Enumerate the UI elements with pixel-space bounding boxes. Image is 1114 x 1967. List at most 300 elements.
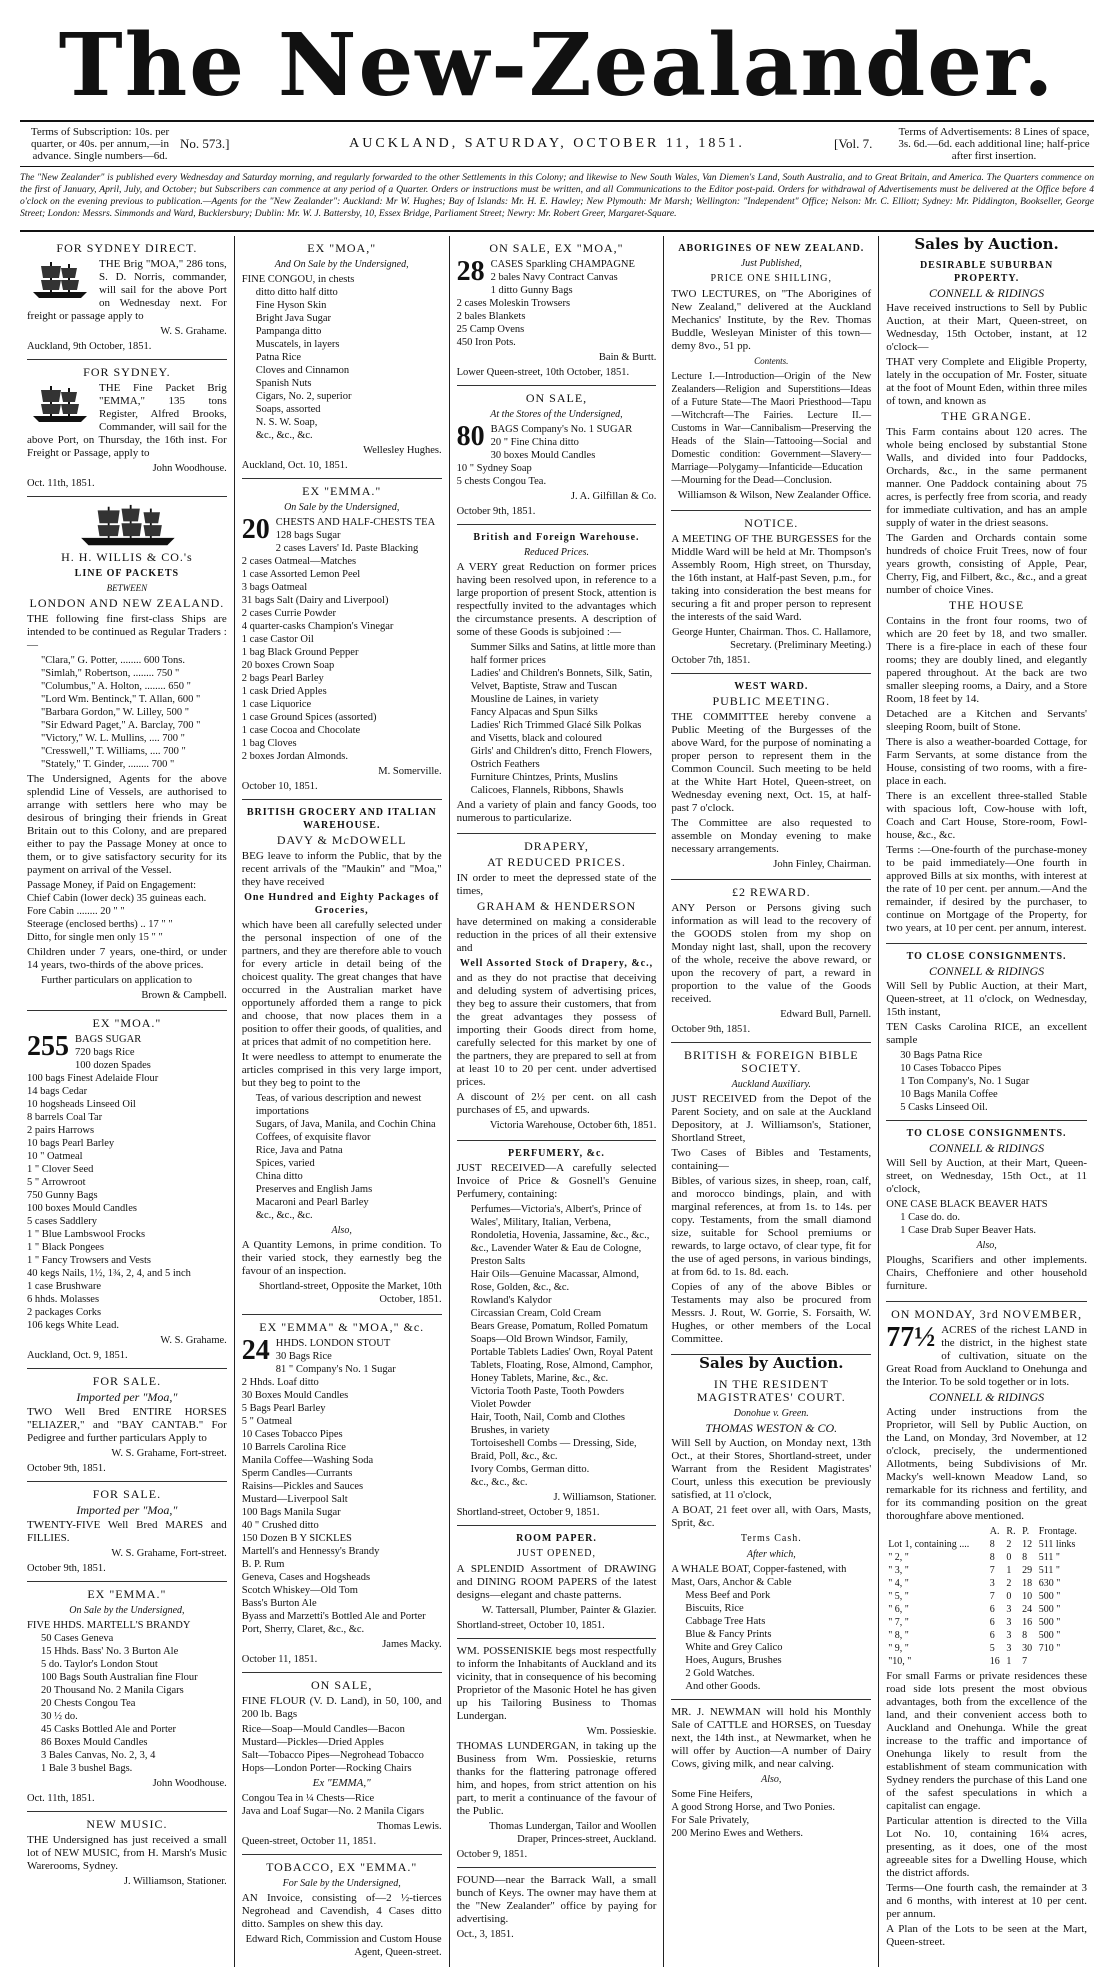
item: 750 Gunny Bags bbox=[27, 1190, 98, 1201]
ad-quantity: 80 bbox=[456, 421, 485, 452]
ad-body: which have been all carefully selected under the personal inspection of one of the partners, and they are therefore able to vouch for every article in detail being of the choicest quality. The great changes that have occurred in the Australian market have opportunely afforded them a range to pick and choose, that now places them in a position to offer their goods, of qualities, and at prices that admit of no competition here. bbox=[241, 919, 442, 1048]
ad-heading: NOTICE. bbox=[744, 516, 799, 530]
item: 20 Thousand No. 2 Manila Cigars bbox=[41, 1685, 184, 1696]
item: 6 hhds. Molasses bbox=[27, 1294, 100, 1305]
item: 86 Boxes Mould Candles bbox=[41, 1737, 148, 1748]
ad-body: This Farm contains about 120 acres. The whole being enclosed by substantial Stone Walls, and divided into four Paddocks, Orchards, &c., in the same permanent manner. One Paddock containing about 75 acres, is perfectly free from scoria, and ready for immediate cultivation, and has an ample supply of water in the driest seasons. bbox=[886, 426, 1087, 529]
ad-body: Will Sell by Auction, on Monday next, 13th Oct., at their Stores, Shortland-street, under Warrant from the Resident Magistrates' Court, unless this execution be previously satisfied, at 11 o'clock, bbox=[671, 1437, 872, 1501]
item: Coffees, of exquisite flavor bbox=[255, 1132, 371, 1143]
ad-drapery bbox=[457, 834, 657, 1141]
item: 720 bags Rice bbox=[75, 1047, 135, 1058]
item: Sugars, of Java, Manila, and Cochin China bbox=[255, 1119, 436, 1130]
cell: 511 " bbox=[1038, 1565, 1061, 1576]
ad-notice-burgesses bbox=[671, 511, 871, 674]
item: 2 cases Moleskin Trowsers bbox=[456, 298, 571, 309]
ad-suburban-property bbox=[886, 253, 1087, 944]
ad-reward bbox=[671, 880, 871, 1043]
ad-after: After which, bbox=[746, 1549, 796, 1560]
table-header-row bbox=[886, 1525, 1087, 1538]
item: 1 bag Black Ground Pepper bbox=[241, 647, 359, 658]
ad-body: TWO Well Bred ENTIRE HORSES "ELIAZER," and "BAY CANTAB." For Pedigree and further particulars Apply to bbox=[27, 1406, 227, 1444]
cell: "10, " bbox=[888, 1656, 912, 1667]
item: 14 bags Cedar bbox=[27, 1086, 88, 1097]
ad-ex-emma-tea bbox=[242, 479, 442, 800]
ad-body: JUST RECEIVED—A carefully selected Invoice of Price & Gosnell's Genuine Perfumery, containing: bbox=[456, 1162, 657, 1200]
ad-sub: JUST OPENED, bbox=[516, 1548, 597, 1559]
ad-body: THE Undersigned has just received a small lot of NEW MUSIC, from H. Marsh's Music Warerooms, Sydney. bbox=[27, 1834, 227, 1872]
subscription-terms: Terms of Subscription: 10s. per quarter, or 40s. per annum,—in advance. Single numbers—6d. bbox=[30, 126, 170, 162]
ad-bold: One Hundred and Eighty Packages of Groceries, bbox=[244, 892, 440, 916]
ad-tail: Ploughs, Scarifiers and other implements. Chairs, Cheffoniere and other household furniture. bbox=[886, 1254, 1087, 1292]
ad-firm: CONNELL & RIDINGS bbox=[929, 1141, 1045, 1155]
item: 30 Bags Rice bbox=[275, 1351, 332, 1362]
item: Preserves and English Jams bbox=[255, 1184, 373, 1195]
item: Martell's and Hennessy's Brandy bbox=[241, 1546, 380, 1557]
cell bbox=[1037, 1655, 1087, 1668]
table-row bbox=[886, 1538, 1087, 1551]
item: 25 Camp Ovens bbox=[456, 324, 525, 335]
ad-body: ANY Person or Persons giving such information as will lead to the recovery of the GOODS stolen from my shop on Monday night last, shall, upon the recovery of the whole, receive the above reward, or upon the recovery of part, a reward in proportion to the value of the Goods received. bbox=[671, 902, 872, 1005]
item: 1 Case do. do. bbox=[900, 1212, 960, 1223]
item: 1 " Blue Lambswool Frocks bbox=[27, 1229, 146, 1240]
cell: 511 links bbox=[1038, 1539, 1076, 1550]
ad-west-ward bbox=[671, 674, 871, 880]
ad-heading: ON SALE, EX "MOA," bbox=[489, 241, 624, 255]
item: And other Goods. bbox=[685, 1681, 761, 1692]
header-cell: Frontage. bbox=[1038, 1526, 1077, 1537]
item: Cloves and Cinnamon bbox=[255, 365, 350, 376]
ad-body: It were needless to attempt to enumerate the articles comprised in this very large import, but they beg to point to the bbox=[241, 1051, 442, 1089]
ad-sub: And On Sale by the Undersigned, bbox=[274, 259, 409, 270]
ad-ex-moa-tea bbox=[242, 236, 442, 479]
ad-sub: For Sale by the Undersigned, bbox=[282, 1878, 401, 1889]
ad-bold: Well Assorted Stock of Drapery, &c., bbox=[459, 958, 654, 969]
item: Calicoes, Flannels, Ribbons, Shawls bbox=[470, 785, 624, 796]
ad-signature: George Hunter, Chairman. Thos. C. Hallamore, Secretary. (Preliminary Meeting.) bbox=[671, 627, 872, 651]
ad-imported: Imported per "Moa," bbox=[76, 1390, 178, 1404]
ad-sub: Auckland Auxiliary. bbox=[731, 1079, 811, 1090]
table-row bbox=[886, 1590, 1087, 1603]
item: 1 case Brushware bbox=[27, 1281, 102, 1292]
issue-info-bar bbox=[20, 120, 1094, 167]
item: Mess Beef and Pork bbox=[685, 1590, 771, 1601]
table-row bbox=[886, 1577, 1087, 1590]
ad-ex-moa bbox=[27, 1011, 227, 1369]
ad-body: ACRES of the richest LAND in the district, in the highest state of cultivation, situate on the Great Road from Auckland to Onehunga and the Interior. To be sold together or in lots. bbox=[886, 1324, 1087, 1388]
ad-body: THE COMMITTEE hereby convene a Public Meeting of the Burgesses of the above Ward, for the purpose of nominating a proper person to represent them in the Common Council. Such meeting to be held at the White Hart Hotel, Queen-street, on Wednesday evening next, Oct. 15, at half-past 7 o'clock. bbox=[671, 711, 872, 814]
item: 2 bags Pearl Barley bbox=[241, 673, 324, 684]
ad-heading: BRITISH GROCERY AND ITALIAN WAREHOUSE. bbox=[246, 807, 437, 831]
item: 10 hogsheads Linseed Oil bbox=[27, 1099, 136, 1110]
item: 1 " Black Pongees bbox=[27, 1242, 104, 1253]
ad-body: Detached are a Kitchen and Servants' sleeping Room, built of Stone. bbox=[886, 708, 1087, 733]
ad-signature: W. S. Grahame. bbox=[160, 1335, 227, 1346]
newspaper-title: The New-Zealander. bbox=[58, 15, 1056, 116]
ad-sub: Just Published, bbox=[740, 258, 802, 269]
item: Ivory Combs, German ditto. bbox=[470, 1464, 590, 1475]
ad-sub: At the Stores of the Undersigned, bbox=[490, 409, 623, 420]
ad-body: Acting under instructions from the Proprietor, will Sell by Public Auction, on the Land, on Monday, 3rd November, at 12 o'clock, precisely, the undermentioned Allotments, being Subdivisions of Mr. Macky's well-known Meadow Land, so remarkable for its richness and fertility, and for its commanding position on the great thoroughfare above mentioned. bbox=[886, 1406, 1087, 1522]
ad-children: Children under 7 years, one-third, or under 14 years, two-thirds of the above prices. bbox=[27, 946, 227, 971]
item: Spices, varied bbox=[255, 1158, 315, 1169]
ad-signature: W. S. Grahame, Fort-street. bbox=[111, 1548, 227, 1559]
item: ditto ditto half ditto bbox=[255, 287, 338, 298]
item: 1 case Ground Spices (assorted) bbox=[241, 712, 377, 723]
ad-plan: A Plan of the Lots to be seen at the Mart, Queen-street. bbox=[886, 1923, 1087, 1948]
ad-body: THE Fine Packet Brig "EMMA," 135 tons Register, Alfred Brooks, Commander, will sail for the above Port, on Thursday, the 16th inst. For Freight or Passage, apply to bbox=[27, 382, 227, 459]
ad-body: THE Brig "MOA," 286 tons, S. D. Norris, commander, will sail for the above Port on Wednesday next. For freight or passage apply to bbox=[27, 258, 227, 322]
item: 10 " Sydney Soap bbox=[456, 463, 532, 474]
ad-mares bbox=[27, 1482, 227, 1582]
column-2 bbox=[235, 236, 450, 1967]
item: Soaps—Old Brown Windsor, Family, Portable Tablets Ladies' Own, Royal Patent Tablets, Floating, Rose, Almond, Camphor, Honey Tablets, Marine, &c., &c. bbox=[470, 1334, 653, 1384]
item: 2 pairs Harrows bbox=[27, 1125, 95, 1136]
ship-entry: "Sir Edward Paget," A. Barclay, 700 " bbox=[41, 720, 201, 731]
ad-body: FOUND—near the Barrack Wall, a small bunch of Keys. The owner may have them at the "New Zealander" office by paying for advertising. bbox=[456, 1874, 657, 1925]
ad-date: October 9th, 1851. bbox=[27, 1563, 106, 1574]
section-heading-auction: Sales by Auction. bbox=[914, 235, 1059, 253]
cell: 6 bbox=[989, 1604, 995, 1615]
ad-sub: Reduced Prices. bbox=[524, 547, 589, 558]
item: Hops—London Porter—Rocking Chairs bbox=[241, 1763, 412, 1774]
item: Salt—Tobacco Pipes—Negrohead Tobacco bbox=[241, 1750, 424, 1761]
cell: 511 " bbox=[1038, 1552, 1061, 1563]
item: 20 boxes Crown Soap bbox=[241, 660, 335, 671]
ad-body: TWO LECTURES, on "The Aborigines of New Zealand," delivered at the Auckland Mechanics' Institute, by the Rev. Thomas Buddle, Wesleyan Minister of this town—demy 8vo., 51 pp. bbox=[671, 288, 872, 352]
issue-number: No. 573.] bbox=[180, 136, 230, 151]
ad-body: For small Farms or private residences these road side lots present the most obvious advantages, both from the excellence of the land, and their convenient access both to Auckland and Onehunga. While the great increase to the traffic and importance of Onehunga likely to result from the establishment of steam communication with Sydney renders the purchase of this Land one of the safest speculations in which a capitalist can engage. bbox=[886, 1670, 1087, 1812]
cell: " 2, " bbox=[888, 1552, 909, 1563]
item: 10 Barrels Carolina Rice bbox=[241, 1442, 346, 1453]
cell: 18 bbox=[1022, 1578, 1033, 1589]
item: Blue & Fancy Prints bbox=[685, 1629, 772, 1640]
cell: " 9, " bbox=[888, 1643, 909, 1654]
item: BAGS SUGAR bbox=[75, 1034, 142, 1045]
table-row bbox=[886, 1629, 1087, 1642]
ad-address: Shortland-street, Opposite the Market, 10th October, 1851. bbox=[259, 1281, 442, 1305]
ad-body: A SPLENDID Assortment of DRAWING and DINING ROOM PAPERS of the latest designs—elegant and chaste patterns. bbox=[456, 1563, 657, 1601]
cell: 3 bbox=[1006, 1617, 1012, 1628]
cell: " 4, " bbox=[888, 1578, 909, 1589]
item: 30 ½ do. bbox=[41, 1711, 78, 1722]
item: Also, bbox=[331, 1225, 352, 1236]
ad-signature: Victoria Warehouse, October 6th, 1851. bbox=[489, 1120, 657, 1131]
ad-first: CASES Sparkling CHAMPAGNE bbox=[490, 259, 635, 270]
item: Perfumes—Victoria's, Albert's, Prince of Wales', Military, Italian, Verbena, Rondoletia, Hovenia, Jassamine, &c., &c., &c., Lavender Water & Eau de Cologne, Preston Salts bbox=[470, 1204, 650, 1267]
ad-heading: British and Foreign Warehouse. bbox=[473, 532, 640, 543]
item: 150 Dozen B Y SICKLES bbox=[241, 1533, 352, 1544]
ad-date: Oct. 11th, 1851. bbox=[27, 1793, 95, 1804]
table-row bbox=[886, 1564, 1087, 1577]
ad-sydney bbox=[27, 360, 227, 497]
item: 100 Bags Manila Sugar bbox=[241, 1507, 341, 1518]
ad-perfumery bbox=[457, 1141, 657, 1526]
lots-table bbox=[886, 1525, 1087, 1668]
ship-entry: "Barbara Gordon," W. Lilley, 500 " bbox=[41, 707, 190, 718]
ad-firm: THOMAS WESTON & CO. bbox=[705, 1421, 838, 1435]
table-row bbox=[886, 1551, 1087, 1564]
item: 2 bales Navy Contract Canvas bbox=[490, 272, 618, 283]
item: Pampanga ditto bbox=[255, 326, 322, 337]
item: 30 Bags Patna Rice bbox=[900, 1050, 983, 1061]
volume-number: [Vol. 7. bbox=[834, 136, 873, 151]
item: Circassian Cream, Cold Cream bbox=[470, 1308, 602, 1319]
item: 1 " Clover Seed bbox=[27, 1164, 94, 1175]
item: Cigars, No. 2, superior bbox=[255, 391, 352, 402]
item: Biscuits, Rice bbox=[685, 1603, 744, 1614]
ad-body: Will Sell by Public Auction, at their Mart, Queen-street, at 11 o'clock, on Wednesday, 15th instant, bbox=[886, 980, 1087, 1018]
item: Violet Powder bbox=[470, 1399, 531, 1410]
ad-ex-emma bbox=[27, 1582, 227, 1812]
ad-heading: FOR SYDNEY. bbox=[83, 365, 171, 379]
cell: 500 " bbox=[1038, 1630, 1061, 1641]
item: 100 boxes Mould Candles bbox=[27, 1203, 137, 1214]
cell: 3 bbox=[1006, 1604, 1012, 1615]
cell: 2 bbox=[1006, 1578, 1012, 1589]
ad-body: The Committee are also requested to assemble on Monday evening to make necessary arrangements. bbox=[671, 817, 872, 855]
item: Bass's Burton Ale bbox=[241, 1598, 317, 1609]
item: 1 Ton Company's, No. 1 Sugar bbox=[900, 1076, 1030, 1087]
ad-heading: EX "EMMA." bbox=[87, 1587, 167, 1601]
ad-house: THE HOUSE bbox=[948, 598, 1025, 612]
cell: " 7, " bbox=[888, 1617, 909, 1628]
cell: 5 bbox=[989, 1643, 995, 1654]
ship-entry: "Simlah," Robertson, ........ 750 " bbox=[41, 668, 180, 679]
ship-entry: "Columbus," A. Holton, ........ 650 " bbox=[41, 681, 191, 692]
item: 2 cases Oatmeal—Matches bbox=[241, 556, 357, 567]
table-row bbox=[886, 1603, 1087, 1616]
ad-heading: £2 REWARD. bbox=[731, 885, 811, 899]
item: 1 Bale 3 bushel Bags. bbox=[41, 1763, 133, 1774]
ad-british-foreign-warehouse bbox=[457, 525, 657, 834]
ad-further: Further particulars on application to bbox=[41, 975, 193, 986]
ad-newman-cattle bbox=[671, 1700, 871, 1846]
item: 200 Merino Ewes and Wethers. bbox=[671, 1828, 804, 1839]
item: Ex "EMMA," bbox=[312, 1777, 371, 1789]
item: Spanish Nuts bbox=[255, 378, 312, 389]
ad-sub: PUBLIC MEETING. bbox=[712, 694, 831, 708]
item: Summer Silks and Satins, at little more than half former prices bbox=[470, 642, 656, 666]
item: Geneva, Cases and Hogsheads bbox=[241, 1572, 371, 1583]
ad-heading: NEW MUSIC. bbox=[86, 1817, 168, 1831]
ad-heading: EX "EMMA." bbox=[302, 484, 382, 498]
cell: 8 bbox=[1022, 1630, 1028, 1641]
ship-entry: "Cresswell," T. Williams, .... 700 " bbox=[41, 746, 186, 757]
ad-quantity: 24 bbox=[241, 1335, 270, 1366]
ad-body: have determined on making a considerable reduction in the prices of all their extensive and bbox=[456, 916, 657, 954]
item: 1 cask Dried Apples bbox=[241, 686, 327, 697]
cell: 8 bbox=[989, 1552, 995, 1563]
header-cell: P. bbox=[1022, 1526, 1030, 1537]
cell: 8 bbox=[989, 1539, 995, 1550]
ad-lectures: Lecture I.—Introduction—Origin of the New Zealanders—Religion and Superstitions—Ideas of a Future State—The Maori Priesthood—Tapu—Witchcraft—The Fairies. Lecture II.—Customs in War—Cannibalism—Preserving the Heads of the Slain—Tattooing—Social and Domestic condition: Government—Slavery—Marriage—Polygamy—Infanticide—Education—Mourning for the Dead—Conclusion. bbox=[671, 371, 872, 486]
ad-body: Particular attention is directed to the Villa Lot No. 10, containing 16¼ acres, presenting, as it does, one of the most agreeable sites for a Dwelling House, which the district affords. bbox=[886, 1815, 1087, 1879]
item: Some Fine Heifers, bbox=[671, 1789, 753, 1800]
ad-sub: On Sale by the Undersigned, bbox=[69, 1605, 185, 1616]
item: Muscatels, in layers bbox=[255, 339, 340, 350]
item: Tortoiseshell Combs — Dressing, Side, Braid, Poll, &c., &c. bbox=[470, 1438, 637, 1462]
cell: " 5, " bbox=[888, 1591, 909, 1602]
item: 45 Casks Bottled Ale and Porter bbox=[41, 1724, 177, 1735]
ad-names: DAVY & McDOWELL bbox=[276, 833, 407, 847]
ship-icon bbox=[72, 503, 182, 549]
ad-firm: CONNELL & RIDINGS bbox=[929, 286, 1045, 300]
ad-fine-flour bbox=[242, 1673, 442, 1855]
advertisement-terms: Terms of Advertisements: 8 Lines of space, 3s. 6d.—6d. each additional line; half-price after first insertion. bbox=[898, 126, 1090, 162]
ad-heading: FOR SYDNEY DIRECT. bbox=[56, 241, 198, 255]
item: 10 Bags Manila Coffee bbox=[900, 1089, 998, 1100]
ad-body: AN Invoice, consisting of—2 ½-tierces Negrohead and Cavendish, 4 Cases ditto ditto. Samples on shew this day. bbox=[241, 1892, 442, 1930]
ad-davy-mcdowell bbox=[242, 800, 442, 1315]
item: 450 Iron Pots. bbox=[456, 337, 516, 348]
ad-signature: James Macky. bbox=[382, 1639, 442, 1650]
item: 3 Bales Canvas, No. 2, 3, 4 bbox=[41, 1750, 156, 1761]
item: 10 Cases Tobacco Pipes bbox=[900, 1063, 1002, 1074]
item: Mousline de Laines, in variety bbox=[470, 694, 599, 705]
item: Teas, of various description and newest importations bbox=[255, 1093, 422, 1117]
cell: 12 bbox=[1022, 1539, 1033, 1550]
ad-body: THAT very Complete and Eligible Property, lately in the occupation of Mr. Foster, situate at the foot of Mount Eden, within three miles of town, and known as bbox=[886, 356, 1087, 407]
ad-sub: On Sale by the Undersigned, bbox=[284, 502, 400, 513]
item: FINE CONGOU, in chests bbox=[241, 274, 355, 285]
item: Scotch Whiskey—Old Tom bbox=[241, 1585, 358, 1596]
ad-first: ONE CASE BLACK BEAVER HATS bbox=[886, 1199, 1048, 1210]
cell: 630 " bbox=[1038, 1578, 1061, 1589]
ad-body: A Quantity Lemons, in prime condition. To their varied stock, they earnestly beg the favour of an inspection. bbox=[241, 1239, 442, 1277]
ad-signature: W. Tattersall, Plumber, Painter & Glazier. bbox=[481, 1605, 657, 1616]
header-cell: R. bbox=[1006, 1526, 1016, 1537]
cell: 30 bbox=[1022, 1643, 1033, 1654]
cell: 0 bbox=[1006, 1552, 1012, 1563]
ad-heading: DRAPERY, bbox=[524, 839, 589, 853]
ad-quantity: 28 bbox=[456, 256, 485, 287]
ad-signature: John Woodhouse. bbox=[152, 1778, 227, 1789]
item: N. S. W. Soap, bbox=[255, 417, 318, 428]
item: Macaroni and Pearl Barley bbox=[255, 1197, 369, 1208]
ad-signature: J. Williamson, Stationer. bbox=[123, 1876, 227, 1887]
item: 1 case Cocoa and Chocolate bbox=[241, 725, 361, 736]
ad-date: Oct., 3, 1851. bbox=[456, 1929, 514, 1940]
item: Java and Loaf Sugar—No. 2 Manila Cigars bbox=[241, 1806, 425, 1817]
header-cell bbox=[886, 1525, 988, 1538]
ad-body: TWENTY-FIVE Well Bred MARES and FILLIES. bbox=[27, 1519, 227, 1544]
ad-passage: Passage Money, if Paid on Engagement: bbox=[27, 880, 197, 891]
ad-sugar-80 bbox=[457, 386, 657, 525]
ad-body: JUST RECEIVED from the Depot of the Parent Society, and on sale at the Auckland Depository, at J. Williamson's, Stationer, Shortland Street, bbox=[671, 1093, 872, 1144]
ad-signature: Thomas Lewis. bbox=[376, 1821, 442, 1832]
ad-address: Lower Queen-street, 10th October, 1851. bbox=[456, 367, 630, 378]
table-row bbox=[886, 1616, 1087, 1629]
item: Girls' and Children's ditto, French Flowers, Ostrich Feathers bbox=[470, 746, 652, 770]
cell: 16 bbox=[989, 1656, 1000, 1667]
ad-body: MR. J. NEWMAN will hold his Monthly Sale of CATTLE and HORSES, on Tuesday next, the 14th inst., at Newmarket, when he will offer by Auction—A number of Dairy Cows, giving milk, and near calving. bbox=[671, 1706, 872, 1770]
item: &c., &c., &c. bbox=[470, 1477, 528, 1488]
ad-land-november bbox=[886, 1302, 1087, 1957]
column-5 bbox=[879, 236, 1094, 1967]
ad-signature: Williamson & Wilson, New Zealander Office. bbox=[677, 490, 872, 501]
ad-tail: And a variety of plain and fancy Goods, too numerous to particularize. bbox=[456, 799, 657, 824]
ad-date: October 9th, 1851. bbox=[27, 1463, 106, 1474]
ship-entry: "Lord Wm. Bentinck," T. Allan, 600 " bbox=[41, 694, 201, 705]
cell: 500 " bbox=[1038, 1617, 1061, 1628]
ad-signature: Brown & Campbell. bbox=[141, 990, 227, 1001]
ad-body: There is also a weather-boarded Cottage, for Farm Servants, at some distance from the House, consisting of two rooms, with a fire-place in each. bbox=[886, 736, 1087, 787]
ad-also: Also, bbox=[976, 1240, 997, 1251]
item: 1 Case Drab Super Beaver Hats. bbox=[900, 1225, 1037, 1236]
ad-price: PRICE ONE SHILLING, bbox=[710, 273, 833, 284]
cell: 0 bbox=[1006, 1591, 1012, 1602]
ad-found-keys bbox=[457, 1868, 657, 1947]
cell: 10 bbox=[1022, 1591, 1033, 1602]
ad-body: Two Cases of Bibles and Testaments, containing— bbox=[671, 1147, 872, 1172]
ad-tobacco bbox=[242, 1855, 442, 1967]
ad-first: BAGS Company's No. 1 SUGAR bbox=[490, 424, 633, 435]
ad-date: October 11, 1851. bbox=[241, 1654, 318, 1665]
cell: 6 bbox=[989, 1617, 995, 1628]
ad-possieskie bbox=[457, 1639, 657, 1868]
ad-heading: TO CLOSE CONSIGNMENTS. bbox=[906, 1128, 1067, 1139]
item: Fine Hyson Skin bbox=[255, 300, 327, 311]
ad-body: The Undersigned, Agents for the above splendid Line of Vessels, are authorised to arrange with settlers here who may be desirous of bringing their friends in Great Britain out to this Colony, and are prepared either to pay the Passage Money at once to them, or to give satisfactory security for its payment on arrival of the Vessel. bbox=[27, 773, 227, 876]
cell: 16 bbox=[1022, 1617, 1033, 1628]
ad-date: October 10, 1851. bbox=[241, 781, 318, 792]
item: 5 Bags Pearl Barley bbox=[241, 1403, 326, 1414]
ad-imported: Imported per "Moa," bbox=[76, 1503, 178, 1517]
item: Ladies' Rich Trimmed Glacé Silk Polkas and Visetts, black and coloured bbox=[470, 720, 642, 744]
item: Soaps, assorted bbox=[255, 404, 321, 415]
item: &c., &c., &c. bbox=[255, 430, 313, 441]
ad-heading: H. H. WILLIS & CO.'s bbox=[61, 550, 193, 564]
ad-willis-packets bbox=[27, 497, 227, 1011]
masthead bbox=[0, 15, 1114, 116]
ship-entry: "Clara," G. Potter, ........ 600 Tons. bbox=[41, 655, 186, 666]
ad-signature: J. A. Gilfillan & Co. bbox=[570, 491, 657, 502]
ad-body: A VERY great Reduction on former prices having been resolved upon, in reference to a large proportion of present Stock, attention is respectfully invited to the advantages which the circumstance presents. A description of some of these Goods is subjoined :— bbox=[456, 561, 657, 638]
ad-heading: PERFUMERY, &c. bbox=[508, 1148, 605, 1159]
ship-icon bbox=[27, 382, 93, 426]
ad-date: October 9th, 1851. bbox=[456, 506, 536, 517]
item: 1 case Liquorice bbox=[241, 699, 312, 710]
cell: 7 bbox=[989, 1591, 995, 1602]
item: 2 boxes Jordan Almonds. bbox=[241, 751, 348, 762]
item: Hair Oils—Genuine Macassar, Almond, Rose, Golden, &c., &c. bbox=[470, 1269, 640, 1293]
ad-date: Oct. 11th, 1851. bbox=[27, 478, 95, 489]
columns bbox=[20, 235, 1094, 1958]
item: 5 Casks Linseed Oil. bbox=[900, 1102, 988, 1113]
ad-boat: A BOAT, 21 feet over all, with Oars, Masts, Sprit, &c. bbox=[671, 1504, 872, 1529]
ad-heading: BRITISH & FOREIGN BIBLE SOCIETY. bbox=[683, 1048, 859, 1075]
ad-heading: ABORIGINES OF NEW ZEALAND. bbox=[678, 243, 865, 254]
column-3 bbox=[450, 236, 665, 1967]
item: Cabbage Tree Hats bbox=[685, 1616, 766, 1627]
item: Ladies' and Children's Bonnets, Silk, Satin, Velvet, Baptiste, Straw and Tuscan bbox=[470, 668, 653, 692]
ad-date: October 9th, 1851. bbox=[671, 1024, 751, 1035]
ad-body: Contains in the front four rooms, two of which are 20 feet by 18, and two smaller. There is a fire-place in each of these four rooms; they are doubly lined, and elegantly papered throughout. At the back are two smaller sleeping rooms, a Dairy, and a Store Room, 18 feet by 14. bbox=[886, 615, 1087, 705]
ad-signature: Edward Bull, Parnell. bbox=[780, 1009, 872, 1020]
item: 10 Cases Tobacco Pipes bbox=[241, 1429, 343, 1440]
ad-first: TEN Casks Carolina RICE, an excellent sample bbox=[886, 1021, 1087, 1046]
ad-signature: Wellesley Hughes. bbox=[363, 445, 442, 456]
cell: 500 " bbox=[1038, 1604, 1061, 1615]
ad-heading: TO CLOSE CONSIGNMENTS. bbox=[906, 951, 1067, 962]
item: 1 ditto Gunny Bags bbox=[490, 285, 573, 296]
item: 30 boxes Mould Candles bbox=[490, 450, 596, 461]
ad-terms: Terms Cash. bbox=[740, 1533, 802, 1544]
item: A WHALE BOAT, Copper-fastened, with Mast, Oars, Anchor & Cable bbox=[671, 1564, 847, 1588]
column-1 bbox=[20, 236, 235, 1967]
ad-heading: ON SALE, bbox=[525, 391, 588, 405]
ad-case: Donohue v. Green. bbox=[733, 1408, 809, 1419]
